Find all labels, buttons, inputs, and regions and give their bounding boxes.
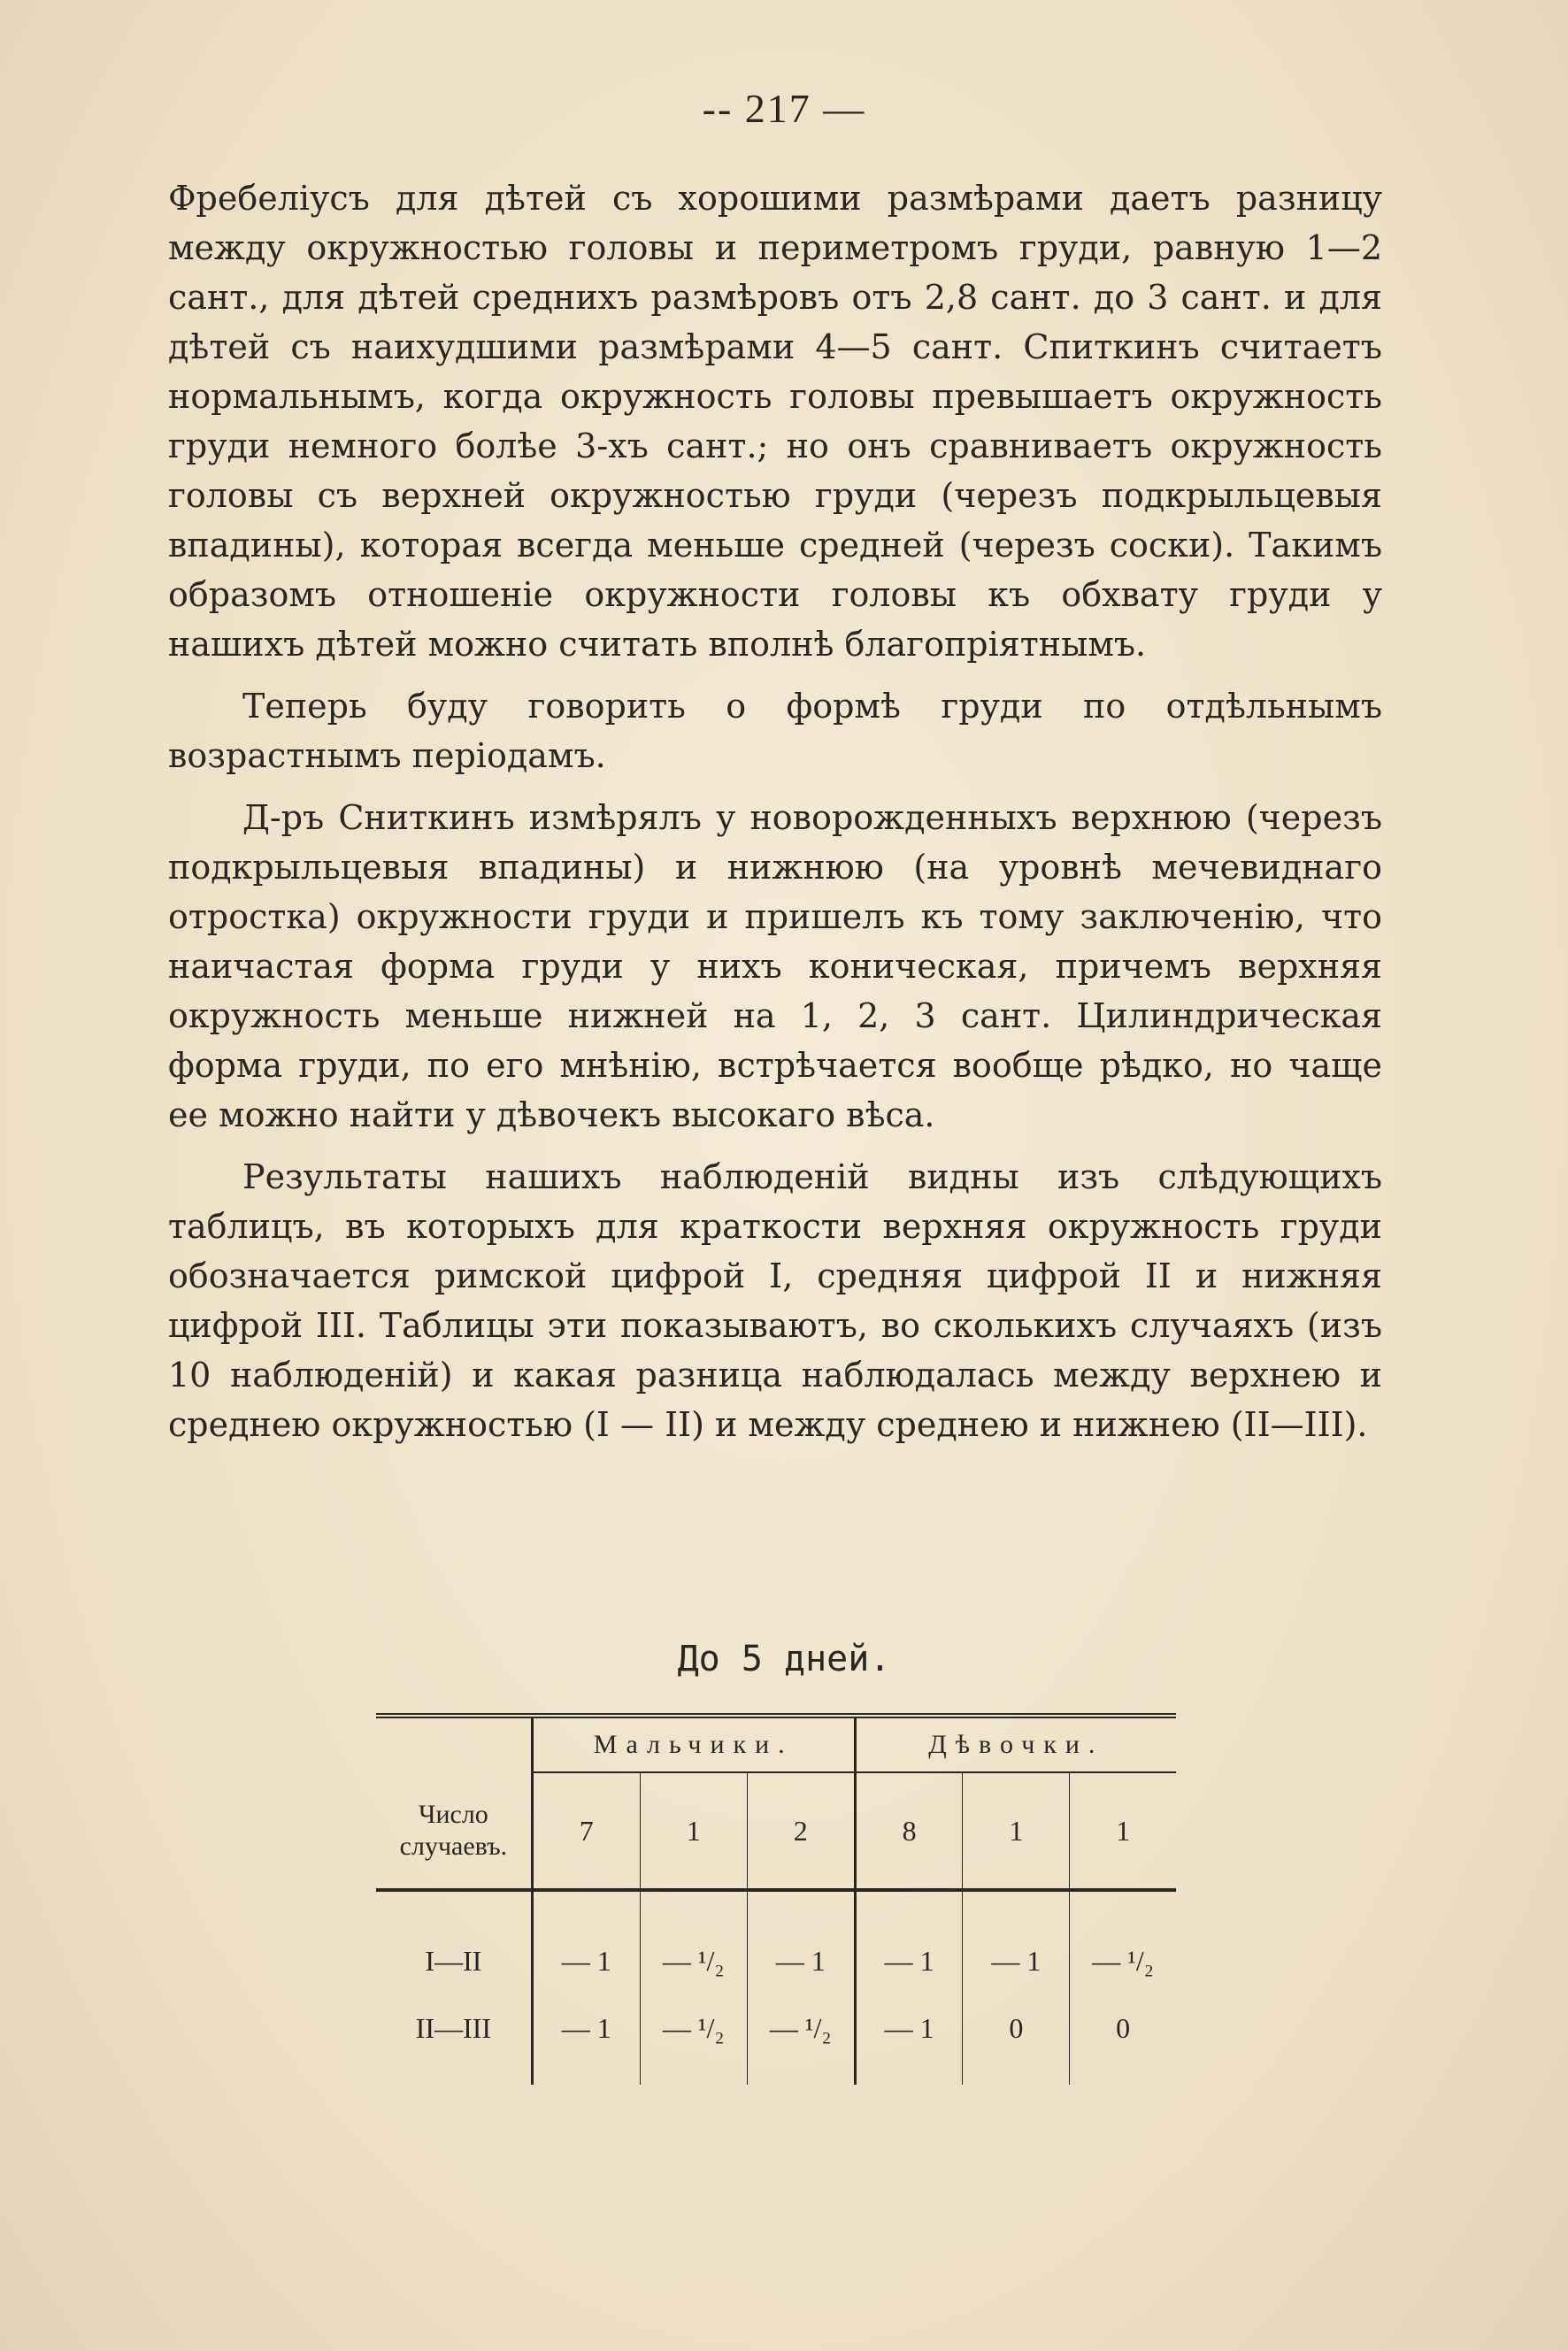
group-header-boys: Мальчики. <box>532 1716 855 1772</box>
table-cell: 0 <box>1070 1994 1176 2085</box>
table-cell: — 1 <box>963 1890 1070 1994</box>
cases-label <box>376 1772 532 1890</box>
paragraph-1: Фребеліусъ для дѣтей съ хорошими размѣрами даетъ разницу между окружностью головы и периметромъ груди, равную 1—2 сант., для дѣтей среднихъ размѣровъ отъ 2,8 сант. до 3 сант. и для дѣтей съ наихудшими размѣрами 4—5 сант. Спиткинъ считаетъ нормальнымъ, когда окружность головы превышаетъ окружность груди немного болѣе 3-хъ сант.; но онъ сравниваетъ окружность головы съ верхней окружностью груди (черезъ подкрыльцевыя впадины), которая всегда меньше средней (черезъ соски). Такимъ образомъ отношеніе окружности головы къ обхвату груди у нашихъ дѣтей можно считать вполнѣ благопріятнымъ. <box>168 179 1382 664</box>
paragraph-4: Результаты нашихъ наблюденій видны изъ слѣдующихъ таблицъ, въ которыхъ для краткости верхняя окружность груди обозначается римской цифрой I, средняя цифрой II и нижняя цифрой III. Таблицы эти показываютъ, во сколькихъ случаяхъ (изъ 10 наблюденій) и какая разница наблюдалась между верхнею и среднею окружностью (I — II) и между среднею и нижнею (II—III). <box>168 1157 1382 1444</box>
page-number: -- 217 — <box>702 86 866 131</box>
cases-cell: 2 <box>747 1772 855 1890</box>
row-label: I—II <box>425 1944 482 1977</box>
table-cell: — 1 <box>532 1994 640 2085</box>
row-label: II—III <box>415 2011 492 2044</box>
table-row <box>376 1994 1176 2085</box>
table-corner <box>376 1716 532 1772</box>
cases-row <box>376 1772 1176 1890</box>
table-cell: — 1 <box>855 1994 963 2085</box>
chest-difference-table <box>376 1713 1176 2085</box>
cases-cell: 7 <box>532 1772 640 1890</box>
table-cell: — ¹/₂ <box>640 1994 747 2085</box>
paragraph-2: Теперь буду говорить о формѣ груди по отдѣльнымъ возрастнымъ періодамъ. <box>168 687 1382 775</box>
table-cell: — ¹/₂ <box>747 1994 855 2085</box>
table-cell: — 1 <box>532 1890 640 1994</box>
table-cell: — 1 <box>855 1890 963 1994</box>
cases-label-line1: Число <box>418 1799 488 1829</box>
cases-cell: 1 <box>640 1772 747 1890</box>
body-text <box>168 173 1382 1449</box>
group-header-girls: Дѣвочки. <box>855 1716 1176 1772</box>
cases-label-line2: случаевъ. <box>399 1831 508 1861</box>
table-cell: — 1 <box>747 1890 855 1994</box>
data-table <box>376 1713 1176 2085</box>
table-cell: — ¹/₂ <box>1070 1890 1176 1994</box>
cases-cell: 1 <box>1070 1772 1176 1890</box>
table-cell: — ¹/₂ <box>640 1890 747 1994</box>
table-caption: До 5 дней. <box>677 1639 891 1679</box>
table-cell: 0 <box>963 1994 1070 2085</box>
cases-cell: 8 <box>855 1772 963 1890</box>
table-row <box>376 1890 1176 1994</box>
cases-cell: 1 <box>963 1772 1070 1890</box>
paragraph-3: Д-ръ Сниткинъ измѣрялъ у новорожденныхъ верхнюю (черезъ подкрыльцевыя впадины) и нижнюю (на уровнѣ мечевиднаго отростка) окружности груди и пришелъ къ тому заключенію, что наичастая форма груди у нихъ коническая, причемъ верхняя окружность меньше нижней на 1, 2, 3 сант. Цилиндрическая форма груди, по его мнѣнію, встрѣчается вообще рѣдко, но чаще ее можно найти у дѣвочекъ высокаго вѣса. <box>168 798 1382 1134</box>
